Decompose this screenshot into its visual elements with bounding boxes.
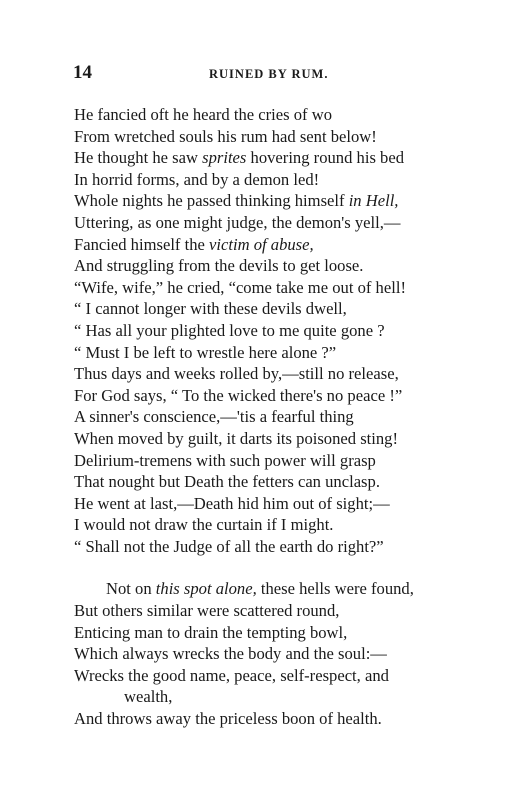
poem-line <box>74 578 484 600</box>
stanza-break <box>74 557 484 578</box>
poem-line-text: these hells were found, <box>256 579 414 599</box>
poem-line: He went at last,—Death hid him out of sight;— <box>74 493 390 513</box>
poem-line: “ Shall not the Judge of all the earth do right?” <box>74 536 384 556</box>
poem-line: Enticing man to drain the tempting bowl, <box>74 622 348 642</box>
poem-text <box>74 104 484 730</box>
poem-line: In horrid forms, and by a demon led! <box>74 169 320 189</box>
page-header <box>0 62 512 86</box>
stanza-2 <box>74 578 484 729</box>
poem-line: When moved by guilt, it darts its poisoned sting! <box>74 428 399 448</box>
poem-line: “ Must I be left to wrestle here alone ?” <box>74 342 337 362</box>
running-title: RUINED BY RUM. <box>209 67 329 81</box>
poem-line: He fancied oft he heard the cries of wo <box>74 105 333 124</box>
poem-line: Wrecks the good name, peace, self-respect, and <box>74 665 389 685</box>
poem-line <box>74 190 484 212</box>
poem-line: “ Has all your plighted love to me quite gone ? <box>74 320 385 340</box>
poem-line: Delirium-tremens with such power will grasp <box>74 450 376 470</box>
poem-line: Uttering, as one might judge, the demon's yell,— <box>74 212 401 232</box>
poem-line: “Wife, wife,” he cried, “come take me out of hell! <box>74 277 406 297</box>
poem-line <box>74 234 484 256</box>
poem-line-text: He thought he saw <box>74 148 203 168</box>
poem-line: Thus days and weeks rolled by,—still no release, <box>74 364 399 384</box>
italic-text: victim of abuse, <box>209 234 314 254</box>
italic-text: in Hell, <box>348 191 399 211</box>
italic-text: sprites <box>202 148 247 168</box>
italic-text: this spot alone, <box>155 579 257 599</box>
poem-line-continuation: wealth, <box>124 687 173 707</box>
poem-line-text: Whole nights he passed thinking himself <box>74 191 349 211</box>
poem-line: And throws away the priceless boon of health. <box>74 709 382 729</box>
poem-line-text: Not on <box>106 579 156 599</box>
page-number: 14 <box>73 62 92 83</box>
stanza-1 <box>74 104 484 557</box>
poem-line: For God says, “ To the wicked there's no peace !” <box>74 385 403 405</box>
poem-line <box>74 147 484 169</box>
poem-line-text: hovering round his bed <box>246 148 405 168</box>
poem-line: And struggling from the devils to get loose. <box>74 256 364 276</box>
poem-line: “ I cannot longer with these devils dwell, <box>74 299 347 319</box>
poem-line: But others similar were scattered round, <box>74 601 340 621</box>
poem-line: From wretched souls his rum had sent below! <box>74 126 377 146</box>
poem-line-text: Fancied himself the <box>74 234 210 254</box>
poem-line: A sinner's conscience,—'tis a fearful thing <box>74 407 354 427</box>
poem-line: Which always wrecks the body and the soul:— <box>74 644 387 664</box>
poem-line: I would not draw the curtain if I might. <box>74 515 334 535</box>
poem-line: That nought but Death the fetters can unclasp. <box>74 472 380 492</box>
